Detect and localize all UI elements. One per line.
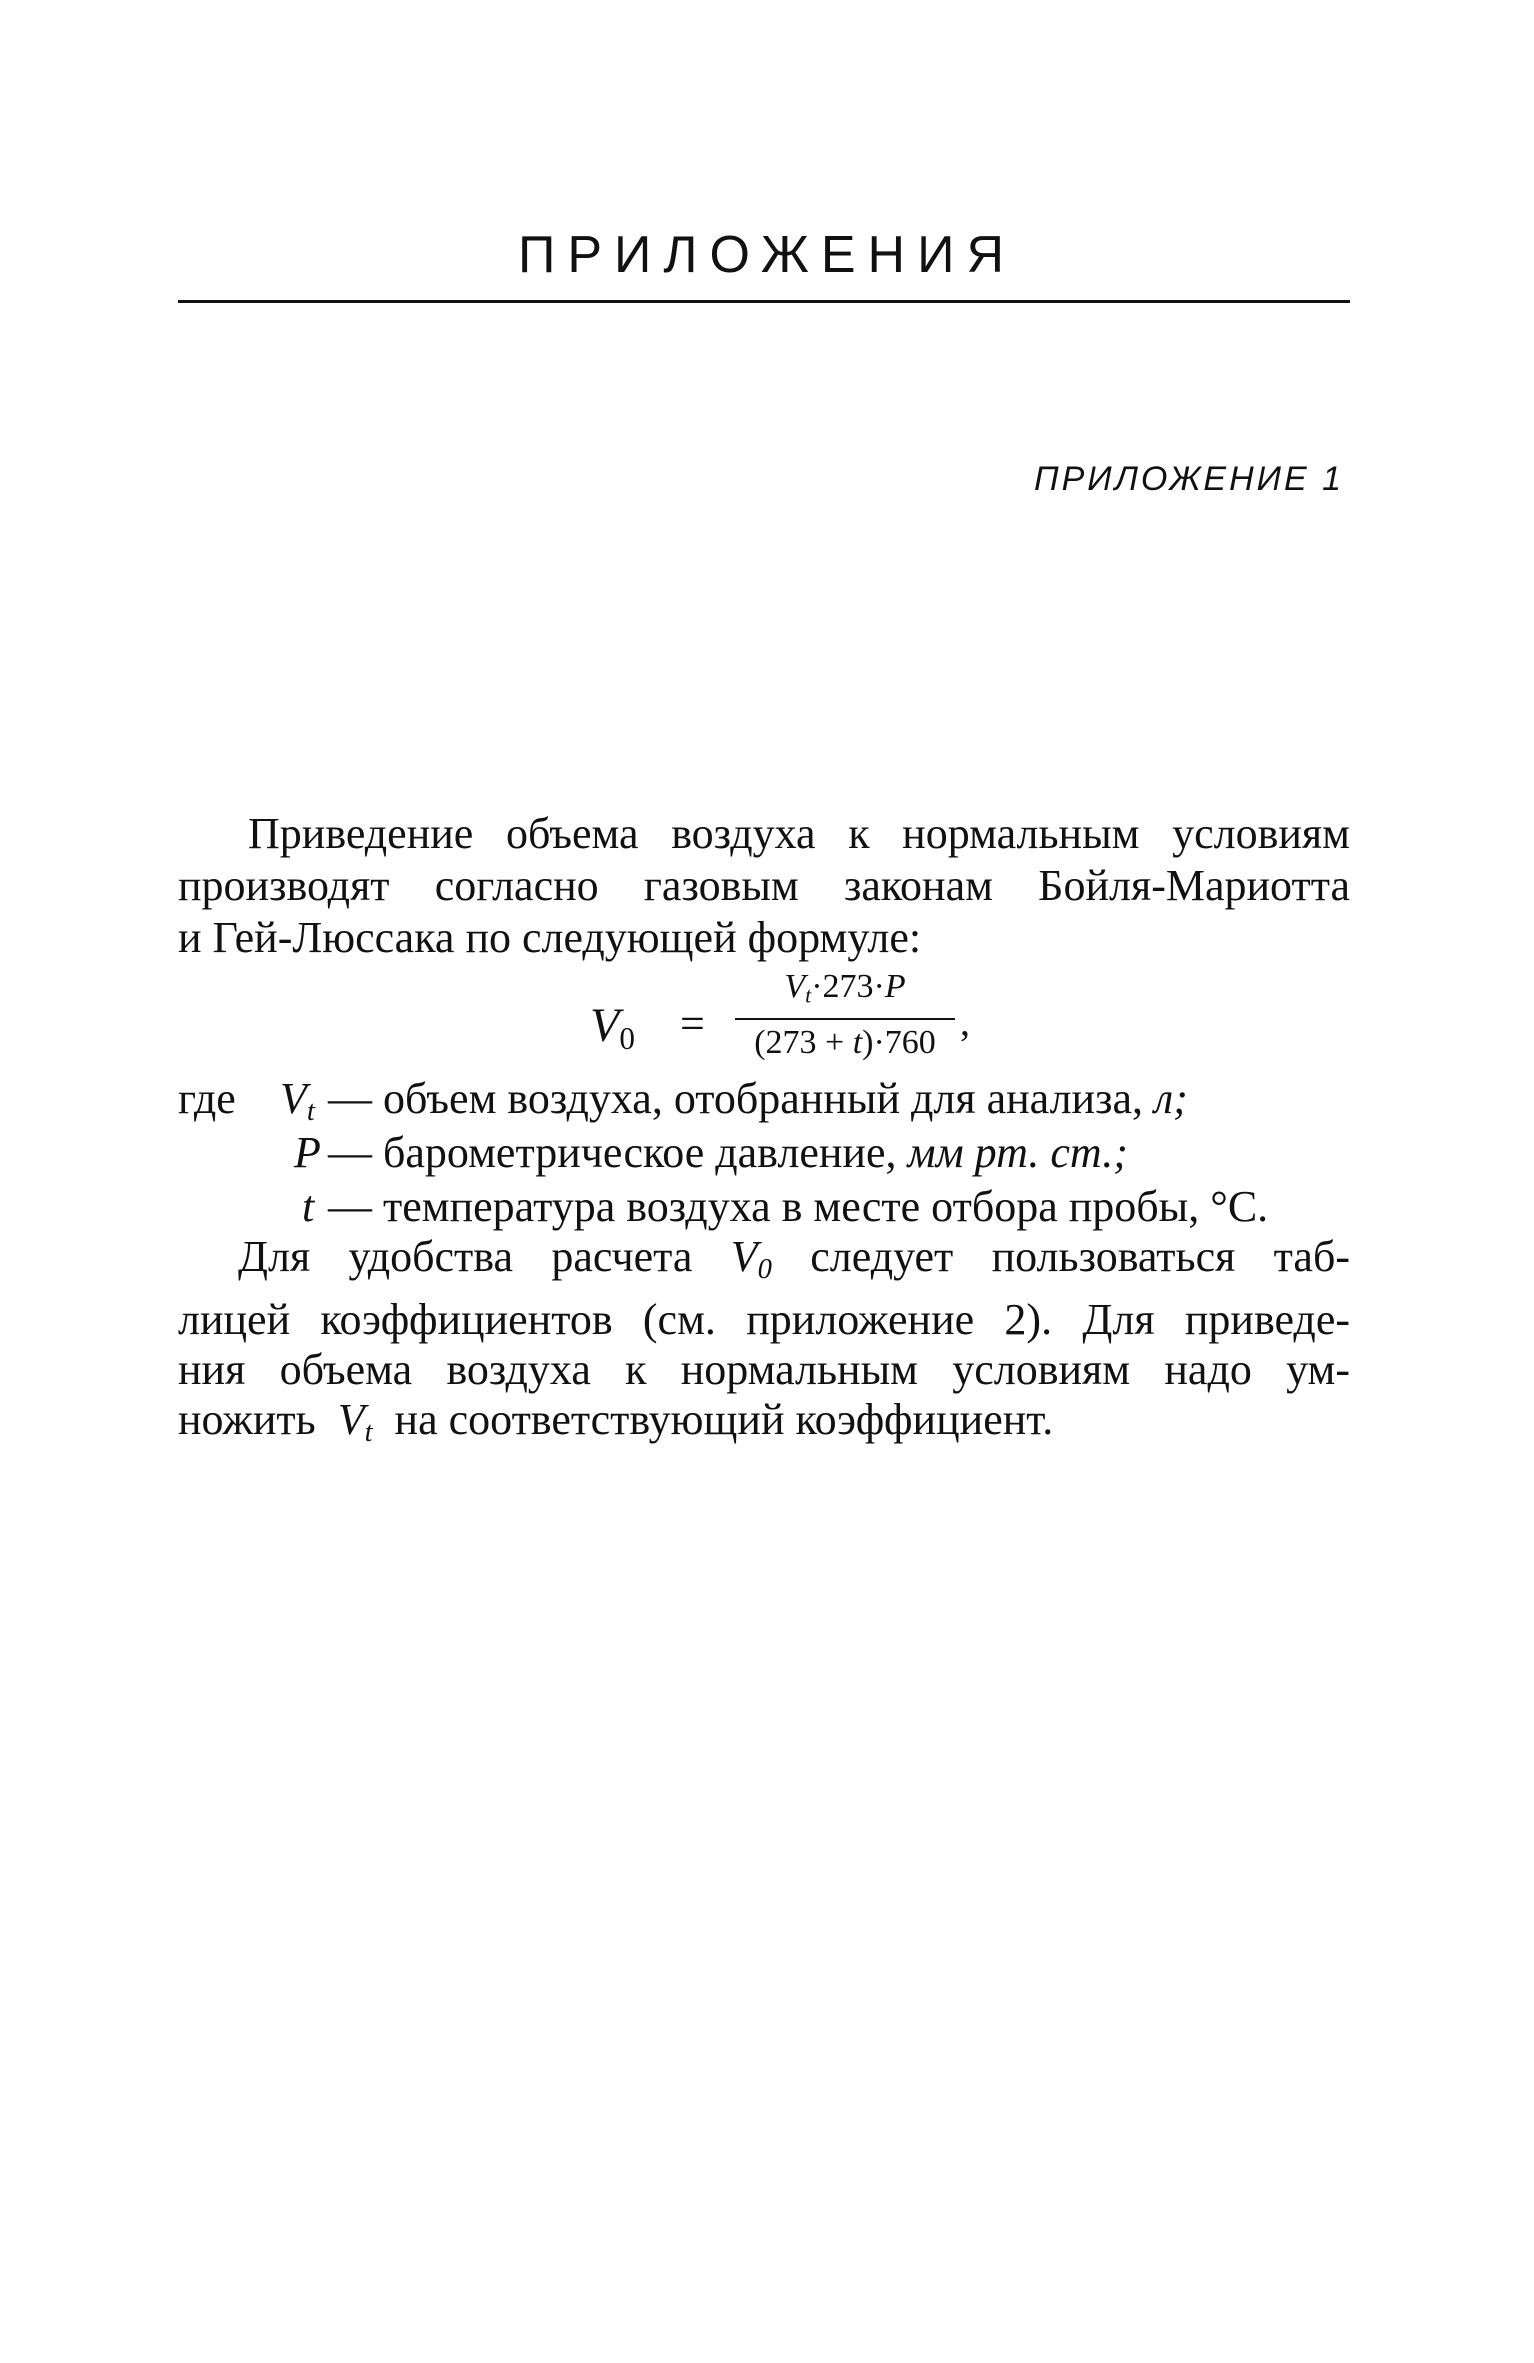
usage-v0-subscript: 0 [757, 1254, 772, 1286]
intro-paragraph [178, 808, 1350, 964]
formula-denominator [735, 1024, 955, 1062]
formula-lhs [590, 998, 635, 1057]
intro-line-3: и Гей-Люссака по следующей формуле: [178, 913, 922, 962]
definition-p [178, 1126, 1350, 1180]
usage-line-1 [178, 1232, 1350, 1295]
definition-vt-text [328, 1072, 1188, 1126]
usage-line-4 [178, 1395, 1350, 1458]
intro-line-1: Приведение объема воздуха к нормальным условиям [248, 809, 1350, 858]
definition-p-text [328, 1126, 1128, 1180]
formula-comma: , [960, 999, 970, 1044]
formula-fraction-bar [735, 1018, 955, 1020]
definition-vt-letter: V [280, 1074, 307, 1123]
definition-p-unit: мм рт. ст.; [907, 1128, 1128, 1177]
formula-num-subscript: t [805, 982, 812, 1008]
intro-line-2: производят согласно газовым законам Бойля-Мариотта [178, 861, 1350, 910]
usage-vt-subscript: t [364, 1417, 373, 1449]
definition-vt-desc: — объем воздуха, отобранный для анализа, [328, 1074, 1143, 1123]
formula-num-symbol: V [784, 968, 806, 1005]
definition-t-text: — температура воздуха в месте отбора пробы, °С. [328, 1182, 1269, 1231]
usage-vt-letter: V [337, 1395, 365, 1445]
usage-line-4-b: на соответствующий коэффициент. [394, 1395, 1054, 1445]
usage-line-1-b: следует пользоваться таб- [810, 1232, 1350, 1281]
usage-paragraph [178, 1232, 1350, 1458]
definition-vt-unit: л; [1154, 1074, 1188, 1123]
usage-line-4-a: ножить [178, 1395, 316, 1445]
formula-lhs-symbol: V [590, 999, 620, 1052]
usage-line-2: лицей коэффициентов (см. приложение 2). Для приведе- [178, 1295, 1350, 1345]
definition-t [178, 1180, 1350, 1234]
definition-vt-subscript: t [306, 1096, 315, 1128]
formula-num-p: P [884, 968, 906, 1005]
formula-lhs-subscript: 0 [619, 1020, 635, 1056]
definition-p-desc: — барометрическое давление, [328, 1128, 897, 1177]
usage-line-3: ния объема воздуха к нормальным условиям надо ум- [178, 1345, 1350, 1395]
formula-den-t: t [852, 1024, 863, 1061]
definitions-where: где [178, 1074, 236, 1123]
formula-den-left: (273 + [754, 1024, 853, 1061]
formula-numerator [735, 968, 955, 1009]
usage-line-1-a: Для удобства расчета [238, 1232, 693, 1281]
usage-line-4-symbol [337, 1395, 373, 1449]
appendix-label: ПРИЛОЖЕНИЕ 1 [1033, 460, 1344, 498]
formula-equals: = [680, 999, 705, 1048]
section-title: ПРИЛОЖЕНИЯ [517, 226, 1017, 284]
definition-t-symbol: t [302, 1182, 315, 1231]
volume-formula [590, 968, 1010, 1088]
title-rule [178, 300, 1350, 303]
usage-line-1-symbol [730, 1232, 772, 1286]
definition-p-symbol: P [294, 1128, 321, 1177]
usage-v0-letter: V [730, 1232, 758, 1281]
definitions-list [178, 1072, 1350, 1234]
formula-num-rest: ·273· [811, 968, 885, 1005]
formula-den-right: )·760 [862, 1024, 936, 1061]
definition-vt [178, 1072, 1350, 1126]
